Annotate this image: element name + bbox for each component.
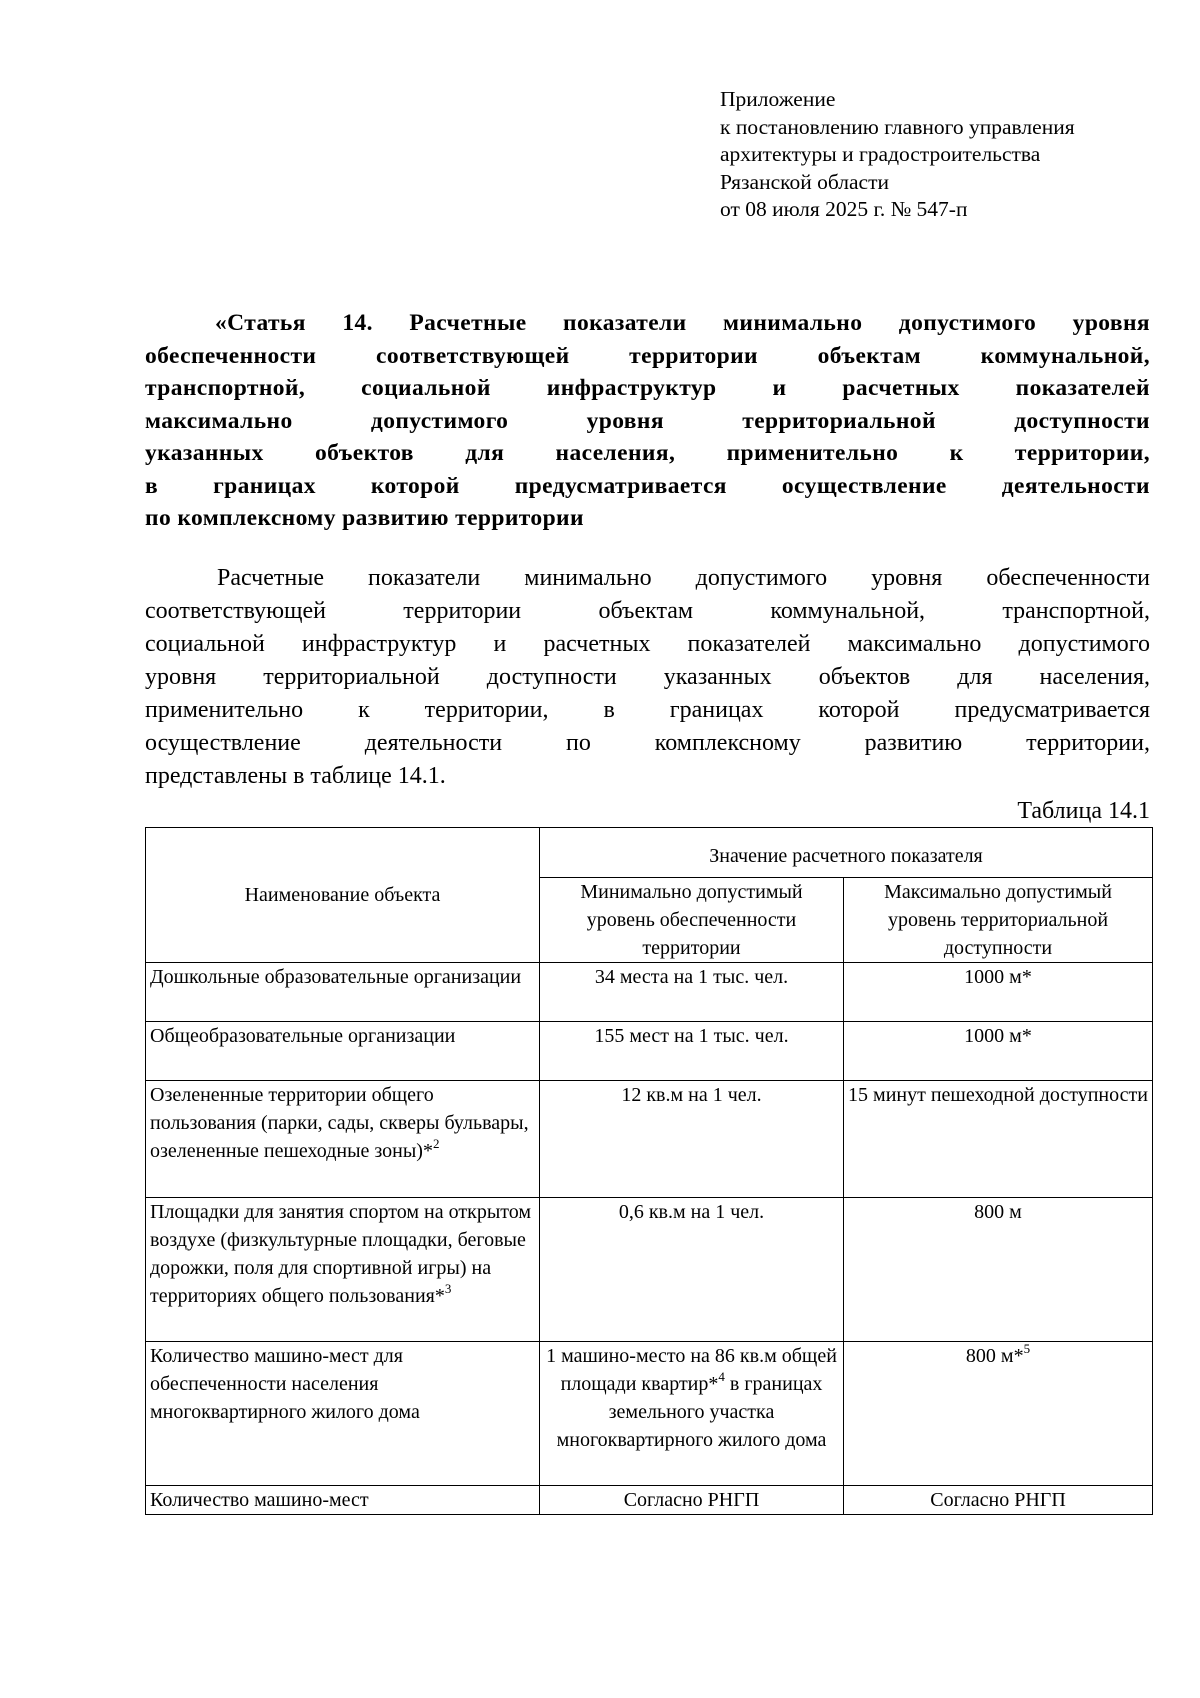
paragraph-line: осуществление деятельности по комплексному развитию территории,: [145, 730, 1150, 756]
object-name-cell: Количество машино-мест: [146, 1486, 540, 1515]
min-level-cell: 12 кв.м на 1 чел.: [540, 1081, 844, 1198]
table-row: [146, 1342, 1153, 1486]
title-line: обеспеченности соответствующей территории объектам коммунальной,: [145, 342, 1150, 369]
header-line: Рязанской области: [720, 169, 889, 194]
indicators-table: [145, 827, 1153, 1515]
max-access-cell: 1000 м*: [844, 1022, 1153, 1081]
max-access-cell: 15 минут пешеходной доступности: [844, 1081, 1153, 1198]
min-level-cell: 0,6 кв.м на 1 чел.: [540, 1198, 844, 1342]
paragraph-line: применительно к территории, в границах которой предусматривается: [145, 697, 1150, 723]
table-header-row: [146, 828, 1153, 878]
table-row: [146, 963, 1153, 1022]
object-name-cell: Озелененные территории общего пользования (парки, сады, скверы бульвары, озелененные пешеходные зоны)*$^2$: [146, 1081, 540, 1198]
object-name-cell: Площадки для занятия спортом на открытом воздухе (физкультурные площадки, беговые дорожки, поля для спортивной игры) на территориях общего пользования*$^3$: [146, 1198, 540, 1342]
paragraph-line: соответствующей территории объектам коммунальной, транспортной,: [145, 598, 1150, 624]
table-row: [146, 1022, 1153, 1081]
max-access-cell: 800 м*$^5$: [844, 1342, 1153, 1486]
paragraph-line: Расчетные показатели минимально допустимого уровня обеспеченности: [217, 565, 1150, 591]
max-access-cell: Согласно РНГП: [844, 1486, 1153, 1515]
max-access-cell: 1000 м*: [844, 963, 1153, 1022]
title-line: транспортной, социальной инфраструктур и расчетных показателей: [145, 375, 1150, 401]
table-row: [146, 1081, 1153, 1198]
table-caption: Таблица 14.1: [1017, 798, 1150, 824]
article-title: [145, 307, 1150, 535]
min-level-cell: 155 мест на 1 тыс. чел.: [540, 1022, 844, 1081]
paragraph-line: уровня территориальной доступности указанных объектов для населения,: [145, 664, 1150, 690]
header-max-access: Максимально допустимый уровень территориальной доступности: [844, 878, 1153, 963]
min-level-cell: Согласно РНГП: [540, 1486, 844, 1515]
header-line: Приложение: [720, 87, 836, 111]
title-line: указанных объектов для населения, применительно к территории,: [145, 440, 1150, 466]
table-row: [146, 1198, 1153, 1342]
header-line: к постановлению главного управления: [720, 114, 1075, 139]
title-line: в границах которой предусматривается осуществление деятельности: [145, 472, 1150, 499]
min-level-cell: 34 места на 1 тыс. чел.: [540, 963, 844, 1022]
min-level-cell: 1 машино-место на 86 кв.м общей площади квартир*$^4$ в границах земельного участка многоквартирного жилого дома: [540, 1342, 844, 1486]
object-name-cell: Дошкольные образовательные организации: [146, 963, 540, 1022]
header-line: от 08 июля 2025 г. № 547-п: [720, 197, 968, 221]
intro-paragraph: [145, 562, 1150, 793]
title-line: максимально допустимого уровня территориальной доступности: [145, 407, 1150, 434]
header-indicator-value: Значение расчетного показателя: [540, 828, 1153, 878]
max-access-cell: 800 м: [844, 1198, 1153, 1342]
header-object-name: Наименование объекта: [146, 828, 540, 963]
object-name-cell: Общеобразовательные организации: [146, 1022, 540, 1081]
title-line: «Статья 14. Расчетные показатели минимально допустимого уровня: [215, 310, 1150, 336]
title-line: по комплексному развитию территории: [145, 505, 584, 531]
paragraph-line: социальной инфраструктур и расчетных показателей максимально допустимого: [145, 631, 1150, 657]
header-line: архитектуры и градостроительства: [720, 142, 1041, 166]
header-min-level: Минимально допустимый уровень обеспеченности территории: [540, 878, 844, 963]
approval-header: [720, 86, 1160, 224]
object-name-cell: Количество машино-мест для обеспеченности населения многоквартирного жилого дома: [146, 1342, 540, 1486]
paragraph-line: представлены в таблице 14.1.: [145, 763, 446, 789]
table-row: [146, 1486, 1153, 1515]
